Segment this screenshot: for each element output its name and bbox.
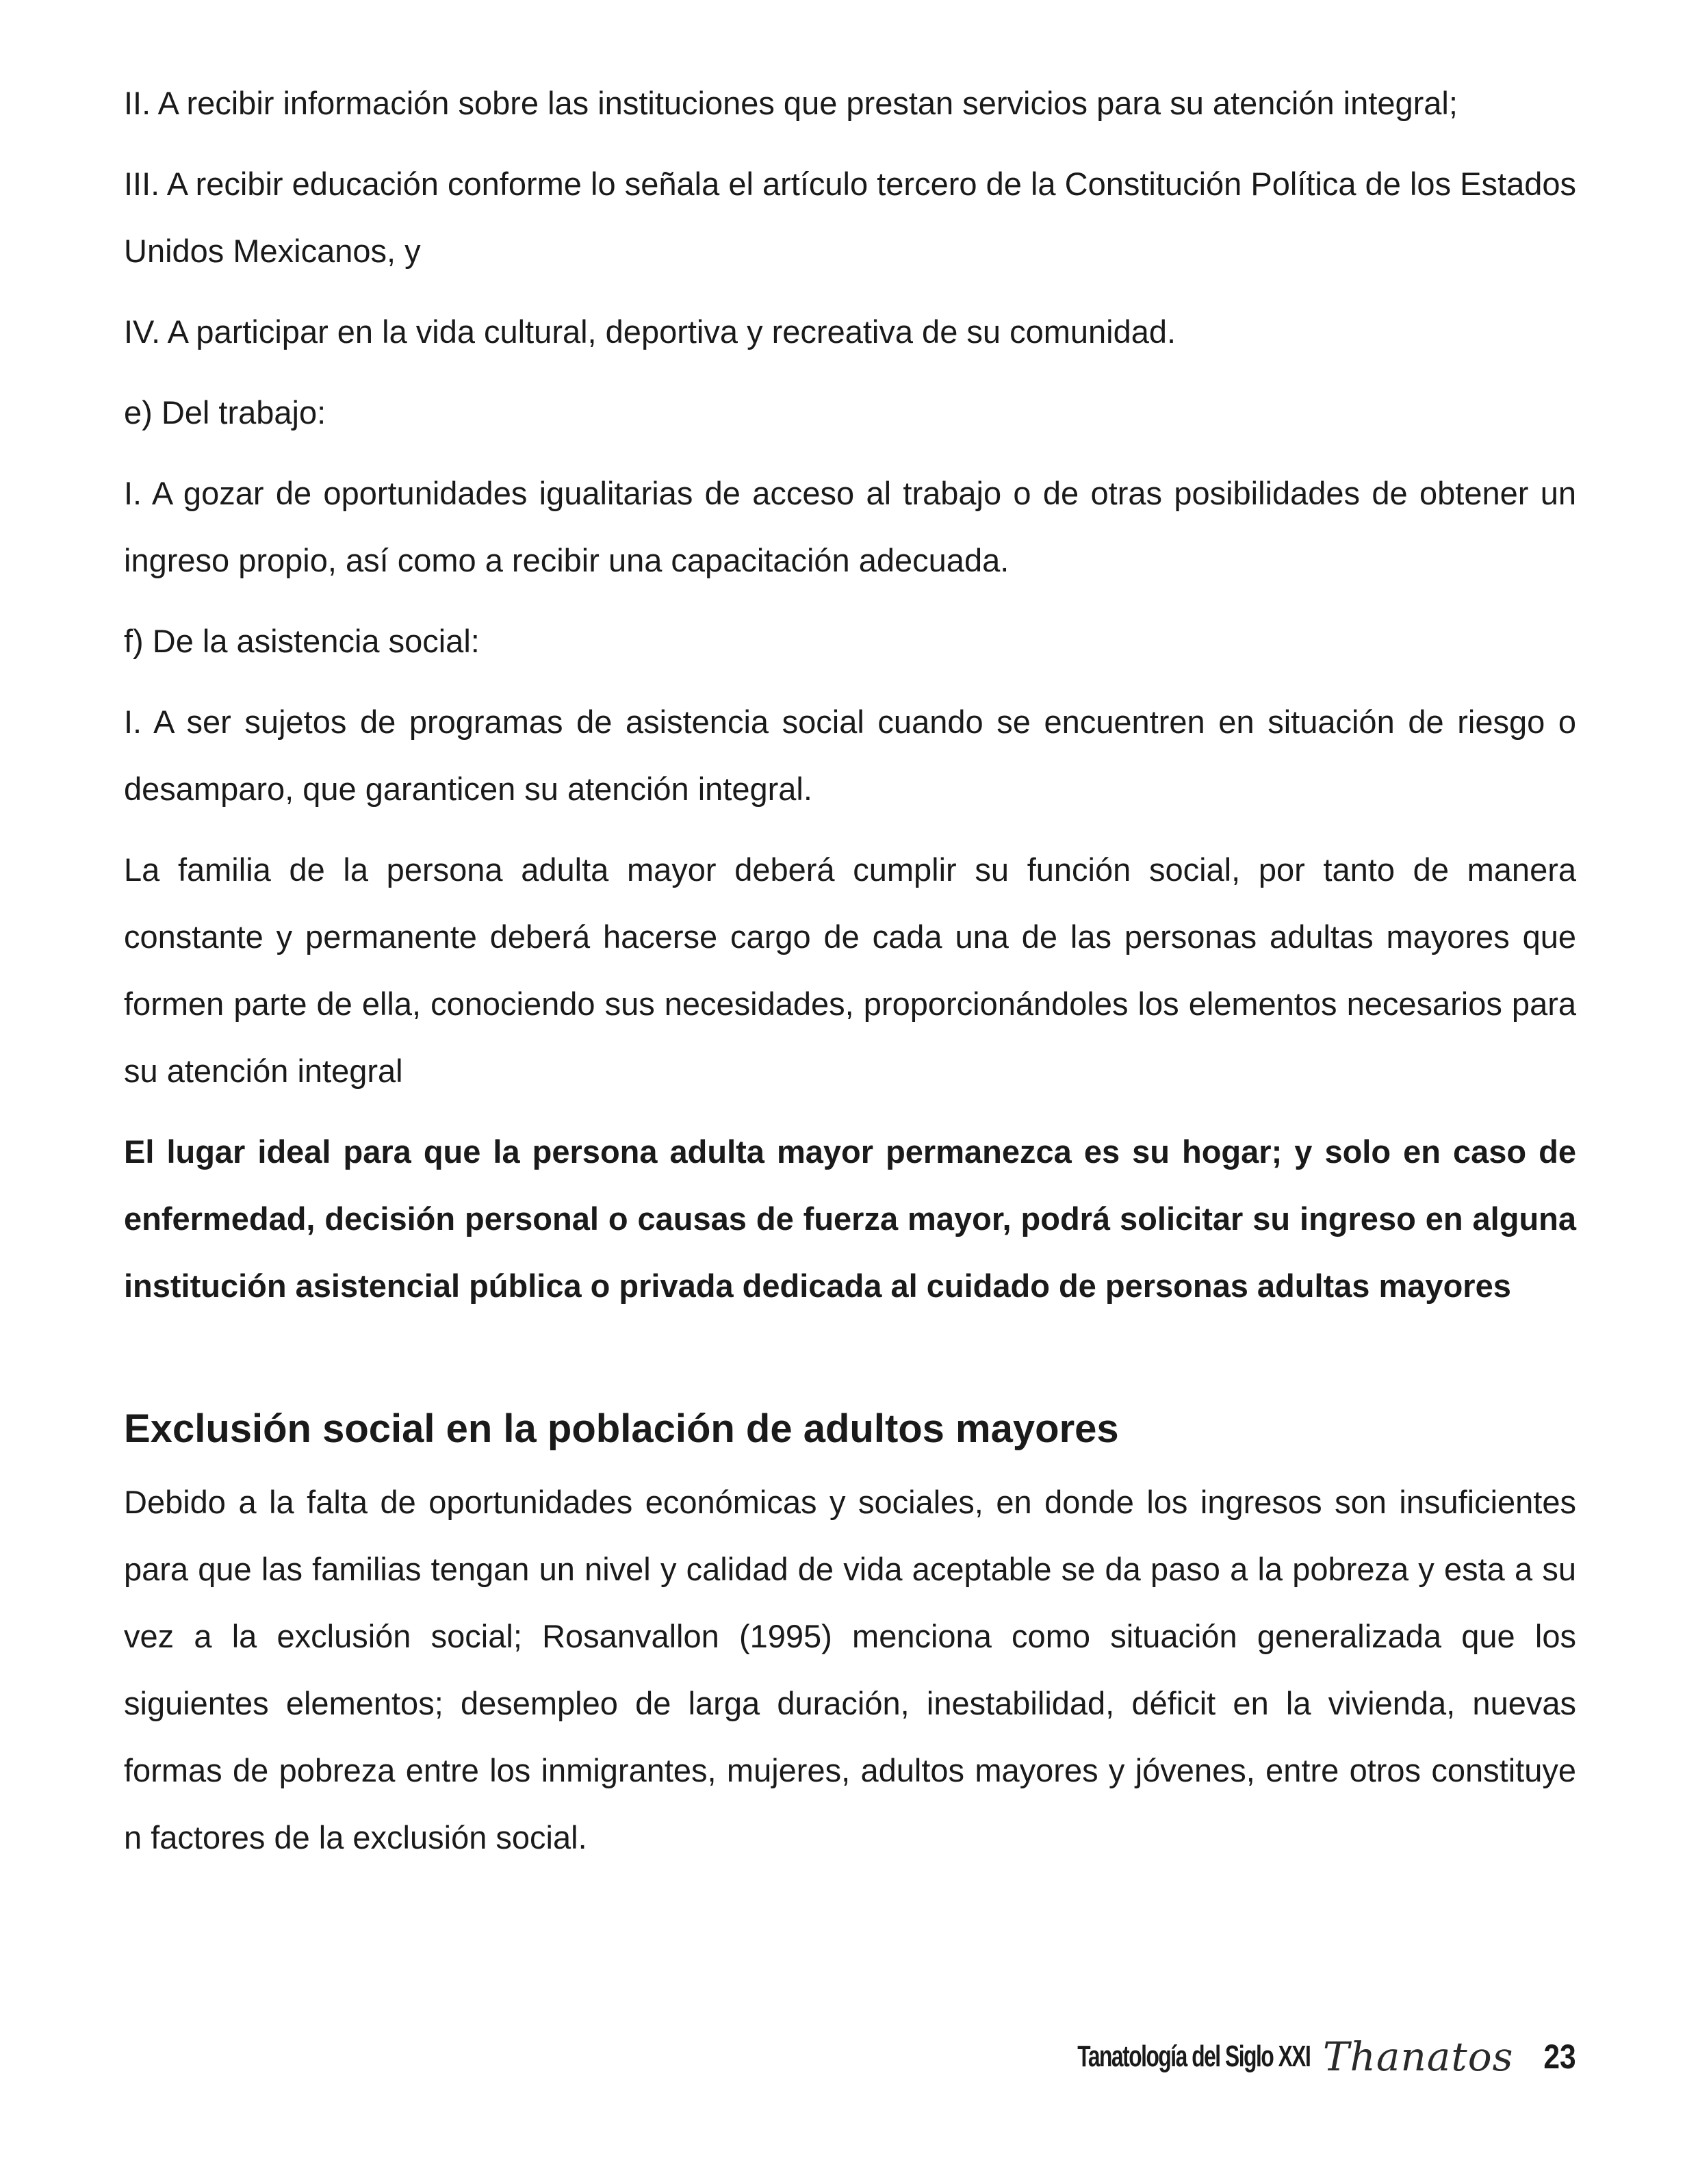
paragraph-asistencia-item-i: I. A ser sujetos de programas de asistencia social cuando se encuentren en situación de riesgo o desamparo, que garanticen su atención integral. [124, 704, 1576, 807]
section-paragraph: Debido a la falta de oportunidades económicas y sociales, en donde los ingresos son insuficientes para que las familias tengan un nivel y calidad de vida aceptable se da paso a la pobreza y esta a su vez a la exclusión social; Rosanvallon (1995) menciona como situación generalizada que los siguientes elementos; desempleo de larga duración, inestabilidad, déficit en la vivienda, nuevas formas de pobreza entre los inmigrantes, mujeres, adultos mayores y jóvenes, entre otros constituye n factores de la exclusión social. [124, 1484, 1576, 1855]
paragraph-item-ii: II. A recibir información sobre las instituciones que prestan servicios para su atención integral; [124, 85, 1458, 121]
paragraph-bold-hogar: El lugar ideal para que la persona adulta mayor permanezca es su hogar; y solo en caso de enfermedad, decisión personal o causas de fuerza mayor, podrá solicitar su ingreso en alguna institución asistencial pública o privada dedicada al cuidado de personas adultas mayores [124, 1133, 1576, 1304]
page-body [124, 70, 1576, 1885]
footer-thanatos-logo: Thanatos [1322, 2033, 1514, 2080]
paragraph-trabajo-item-i: I. A gozar de oportunidades igualitarias de acceso al trabajo o de otras posibilidades de obtener un ingreso propio, así como a recibir una capacitación adecuada. [124, 475, 1576, 578]
page-footer [987, 2029, 1576, 2084]
page-number: 23 [1543, 2038, 1576, 2076]
footer-series-title: Tanatología del Siglo XXI [1077, 2040, 1311, 2073]
paragraph-familia: La familia de la persona adulta mayor deberá cumplir su función social, por tanto de manera constante y permanente deberá hacerse cargo de cada una de las personas adultas mayores que formen parte de ella, conociendo sus necesidades, proporcionándoles los elementos necesarios para su atención integral [124, 851, 1576, 1089]
paragraph-item-iii: III. A recibir educación conforme lo señala el artículo tercero de la Constitución Política de los Estados Unidos Mexicanos, y [124, 166, 1576, 269]
paragraph-item-iv: IV. A participar en la vida cultural, deportiva y recreativa de su comunidad. [124, 313, 1176, 350]
paragraph-subsection-asistencia: f) De la asistencia social: [124, 623, 480, 659]
section-heading: Exclusión social en la población de adultos mayores [124, 1406, 1119, 1451]
paragraph-subsection-trabajo: e) Del trabajo: [124, 394, 326, 431]
